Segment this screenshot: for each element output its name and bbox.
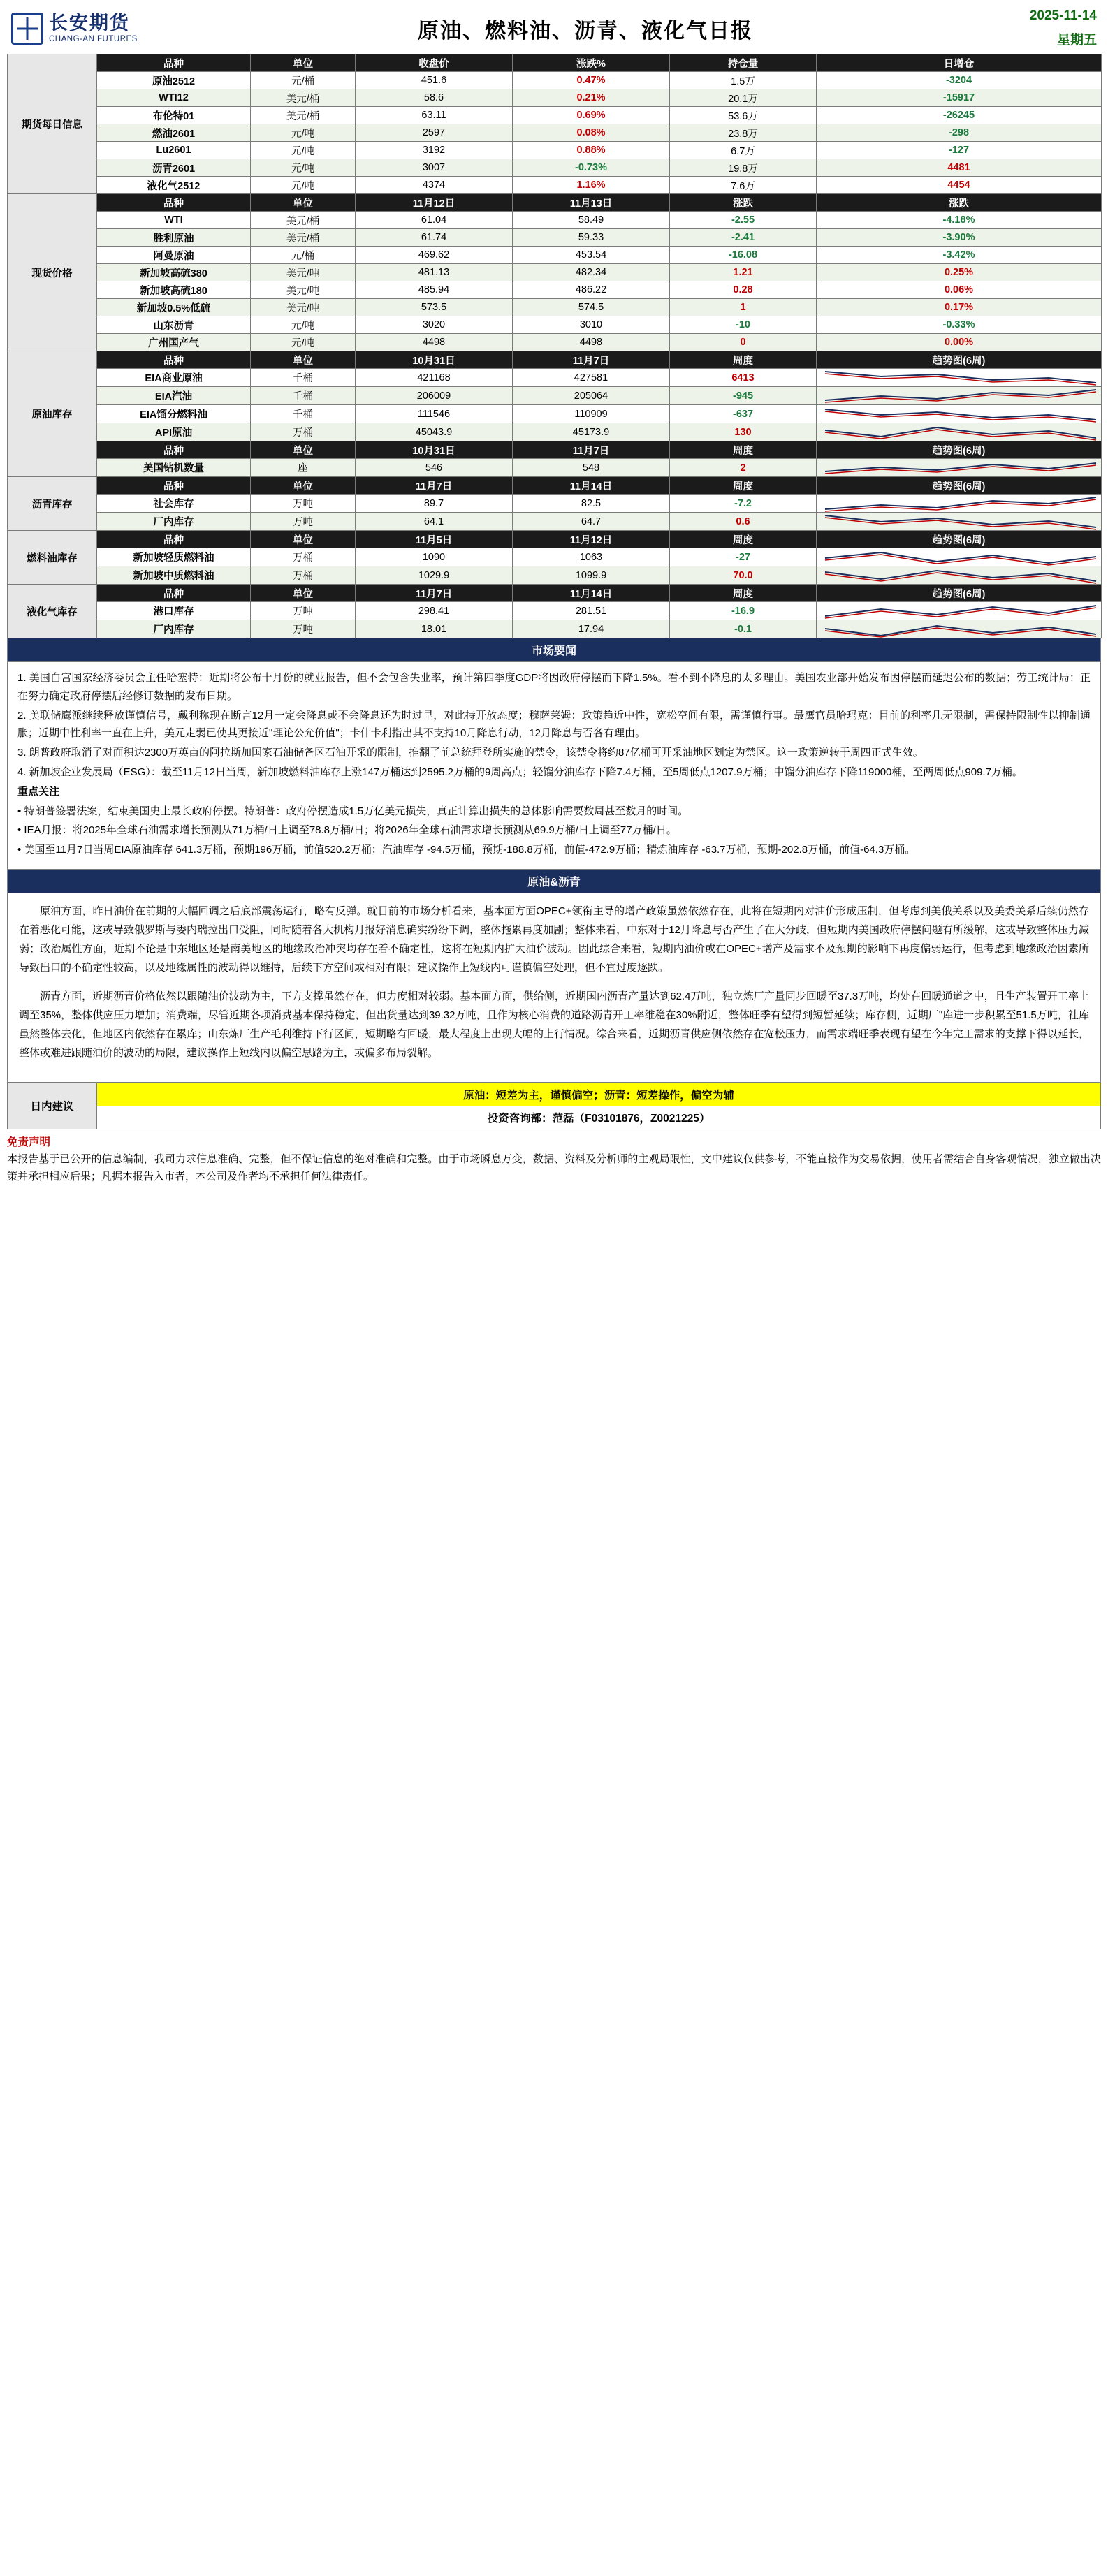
row-change: -2.55 [670, 212, 817, 229]
col-header: 单位 [251, 441, 356, 459]
row-price-2: 427581 [513, 369, 670, 387]
advice-table [7, 1083, 1101, 1129]
col-header: 趋势图(6周) [817, 585, 1102, 602]
col-header: 品种 [97, 194, 251, 212]
row-unit: 元/桶 [251, 247, 356, 264]
col-header: 11月7日 [513, 351, 670, 369]
row-unit: 元/吨 [251, 334, 356, 351]
col-header: 周度 [670, 531, 817, 548]
col-header: 周度 [670, 351, 817, 369]
row-unit: 座 [251, 459, 356, 477]
row-close: 58.6 [356, 89, 513, 107]
row-change-pct: 0.47% [513, 72, 670, 89]
row-open-interest: 20.1万 [670, 89, 817, 107]
row-unit: 美元/桶 [251, 107, 356, 124]
row-oi-change: -298 [817, 124, 1102, 142]
row-unit: 元/桶 [251, 72, 356, 89]
row-price-1: 421168 [356, 369, 513, 387]
row-price-2: 82.5 [513, 495, 670, 513]
row-price-1: 3020 [356, 316, 513, 334]
col-header: 品种 [97, 54, 251, 72]
col-header: 周度 [670, 585, 817, 602]
row-name: 港口库存 [97, 602, 251, 620]
row-name: 新加坡高硫180 [97, 281, 251, 299]
row-name: 液化气2512 [97, 177, 251, 194]
section-label-lpg-stock: 液化气库存 [8, 585, 97, 638]
row-price-2: 17.94 [513, 620, 670, 638]
row-unit: 万吨 [251, 602, 356, 620]
row-price-1: 1029.9 [356, 566, 513, 585]
row-name: WTI12 [97, 89, 251, 107]
row-name: 厂内库存 [97, 620, 251, 638]
table-row [8, 89, 1102, 107]
focus-item: • 特朗普签署法案，结束美国史上最长政府停摆。特朗普：政府停摆造成1.5万亿美元损失，真正计算出损失的总体影响需要数周甚至数月的时间。 [17, 805, 689, 817]
col-header: 11月14日 [513, 585, 670, 602]
row-price-1: 89.7 [356, 495, 513, 513]
table-row [8, 107, 1102, 124]
row-unit: 万桶 [251, 566, 356, 585]
row-price-1: 206009 [356, 387, 513, 405]
table-row [8, 142, 1102, 159]
table-row [8, 247, 1102, 264]
col-header: 11月12日 [513, 531, 670, 548]
sparkline-chart [817, 548, 1102, 566]
sparkline-chart [817, 405, 1102, 423]
row-open-interest: 6.7万 [670, 142, 817, 159]
col-header: 品种 [97, 585, 251, 602]
col-header: 涨跌 [670, 194, 817, 212]
row-price-2: 59.33 [513, 229, 670, 247]
row-open-interest: 23.8万 [670, 124, 817, 142]
row-price-2: 1063 [513, 548, 670, 566]
market-data-table [7, 54, 1102, 638]
row-change: 70.0 [670, 566, 817, 585]
row-change: 0.6 [670, 513, 817, 531]
row-price-1: 546 [356, 459, 513, 477]
sparkline-chart [817, 387, 1102, 405]
table-row [8, 264, 1102, 281]
row-open-interest: 7.6万 [670, 177, 817, 194]
row-change: -7.2 [670, 495, 817, 513]
row-change: -2.41 [670, 229, 817, 247]
news-content [7, 662, 1101, 870]
row-unit: 万吨 [251, 620, 356, 638]
table-header-row [8, 531, 1102, 548]
row-price-2: 1099.9 [513, 566, 670, 585]
row-change: 0.28 [670, 281, 817, 299]
row-unit: 美元/桶 [251, 89, 356, 107]
advice-consultant: 投资咨询部：范磊（F03101876，Z0021225） [97, 1106, 1101, 1129]
row-unit: 千桶 [251, 405, 356, 423]
table-row [8, 405, 1102, 423]
table-row [8, 387, 1102, 405]
row-name: 新加坡0.5%低硫 [97, 299, 251, 316]
col-header: 品种 [97, 477, 251, 495]
col-header: 品种 [97, 351, 251, 369]
row-name: 新加坡高硫380 [97, 264, 251, 281]
row-close: 4374 [356, 177, 513, 194]
focus-item: • 美国至11月7日当周EIA原油库存 641.3万桶，预期196万桶，前值520.2万桶；汽油库存 -94.5万桶，预期-188.8万桶，前值-472.9万桶；精炼油库存 -63.7万桶，预期-202.8万桶，前值-64.3万桶。 [17, 844, 916, 856]
row-unit: 千桶 [251, 369, 356, 387]
row-unit: 万桶 [251, 423, 356, 441]
row-unit: 万吨 [251, 495, 356, 513]
table-row [8, 602, 1102, 620]
sparkline-chart [817, 602, 1102, 620]
table-row [8, 281, 1102, 299]
news-item: 4. 新加坡企业发展局（ESG）：截至11月12日当周，新加坡燃料油库存上涨147万桶达到2595.2万桶的9周高点；轻馏分油库存下降7.4万桶，至5周低点1207.9万桶；中馏分油库存下降119000桶，至两周低点909.7万桶。 [17, 766, 1023, 778]
row-change: -16.9 [670, 602, 817, 620]
row-change-pct: -3.42% [817, 247, 1102, 264]
col-header: 周度 [670, 441, 817, 459]
disclaimer-title: 免责声明 [7, 1136, 51, 1148]
row-price-1: 111546 [356, 405, 513, 423]
table-row [8, 566, 1102, 585]
company-name-cn: 长安期货 [49, 13, 130, 34]
row-name: API原油 [97, 423, 251, 441]
row-change-pct: 0.69% [513, 107, 670, 124]
table-row [8, 495, 1102, 513]
row-price-1: 4498 [356, 334, 513, 351]
report-header [7, 6, 1101, 54]
table-row [8, 72, 1102, 89]
row-unit: 万吨 [251, 513, 356, 531]
analysis-content [7, 893, 1101, 1083]
row-price-2: 64.7 [513, 513, 670, 531]
table-header-row [8, 54, 1102, 72]
col-header: 收盘价 [356, 54, 513, 72]
row-unit: 元/吨 [251, 159, 356, 177]
row-change-pct: 1.16% [513, 177, 670, 194]
section-label-fuel-stock: 燃料油库存 [8, 531, 97, 585]
row-price-2: 205064 [513, 387, 670, 405]
sparkline-chart [817, 495, 1102, 513]
row-oi-change: 4481 [817, 159, 1102, 177]
row-name: EIA商业原油 [97, 369, 251, 387]
report-date-block [936, 8, 1097, 48]
report-date: 2025-11-14 [1029, 8, 1097, 23]
row-name: Lu2601 [97, 142, 251, 159]
table-row [8, 316, 1102, 334]
focus-item: • IEA月报：将2025年全球石油需求增长预测从71万桶/日上调至78.8万桶/日；将2026年全球石油需求增长预测从69.9万桶/日上调至77万桶/日。 [17, 824, 677, 837]
row-unit: 美元/吨 [251, 299, 356, 316]
col-header: 单位 [251, 194, 356, 212]
analysis-paragraph-asphalt: 沥青方面，近期沥青价格依然以跟随油价波动为主，下方支撑虽然存在，但力度相对较弱。基本面方面，供给侧，近期国内沥青产量达到62.4万吨，独立炼厂产量同步回暖至37.3万吨，均处在回暖通道之中，且生产装置开工率上调至35%，整体供应压力增加；消费端，尽管近期各项消费基本保持稳定，但出货量达到39.32万吨，且作为核心消费的道路沥青开工率维稳在30%附近，整体旺季有望得到短暂延续；库存侧，近期厂"库进一步积累至51.5万吨，社库虽然整体去化，但地区内依然存在累库；山东炼厂生产毛利维持下行区间，短期略有回暖，最大程度上出现大幅的上行情况。综合来看，近期沥青供应侧依然存在宽松压力，而需求端旺季表现有望在今年完工需求的支撑下得以延长，整体或难进跟随油价的波动的局限，建议操作上短线内以偏空思路为主，或偏多布局裂解。 [19, 990, 1089, 1059]
row-price-1: 61.04 [356, 212, 513, 229]
col-header: 单位 [251, 585, 356, 602]
sparkline-chart [817, 566, 1102, 585]
row-oi-change: -127 [817, 142, 1102, 159]
table-row [8, 513, 1102, 531]
company-logo [11, 13, 235, 45]
page-title: 原油、燃料油、沥青、液化气日报 [418, 19, 753, 43]
news-band-title: 市场要闻 [7, 638, 1101, 662]
row-price-2: 58.49 [513, 212, 670, 229]
row-change-pct: -3.90% [817, 229, 1102, 247]
row-change: 1.21 [670, 264, 817, 281]
news-item: 1. 美国白宫国家经济委员会主任哈塞特：近期将公布十月份的就业报告，但不会包含失业率，预计第四季度GDP将因政府停摆而下降1.5%。看不到不降息的太多理由。美国农业部开始发布因停摆而延迟公布的数据；劳工统计局：正在努力确定政府停摆后经修订数据的发布日期。 [17, 672, 1091, 702]
disclaimer-body: 本报告基于已公开的信息编制，我司力求信息准确、完整，但不保证信息的绝对准确和完整。由于市场瞬息万变，数据、资料及分析师的主观局限性，文中建议仅供参考，不能直接作为交易依据，使用者需结合自身客观情况，独立做出决策并承担相应后果；凡据本报告入市者，本公司及作者均不承担任何法律责任。 [7, 1152, 1101, 1183]
row-close: 3192 [356, 142, 513, 159]
advice-row [8, 1106, 1101, 1129]
col-header: 单位 [251, 351, 356, 369]
row-price-1: 469.62 [356, 247, 513, 264]
row-change-pct: -0.73% [513, 159, 670, 177]
table-row [8, 299, 1102, 316]
col-header: 11月7日 [356, 477, 513, 495]
company-name-en: CHANG-AN FUTURES [49, 34, 138, 43]
table-row [8, 459, 1102, 477]
col-header: 11月7日 [356, 585, 513, 602]
row-change: 2 [670, 459, 817, 477]
row-price-2: 453.54 [513, 247, 670, 264]
advice-row [8, 1083, 1101, 1106]
table-header-row [8, 477, 1102, 495]
section-label-futures: 期货每日信息 [8, 54, 97, 194]
row-open-interest: 19.8万 [670, 159, 817, 177]
table-row [8, 423, 1102, 441]
row-change: 0 [670, 334, 817, 351]
report-page [0, 0, 1108, 1193]
row-price-1: 485.94 [356, 281, 513, 299]
row-close: 3007 [356, 159, 513, 177]
row-price-1: 1090 [356, 548, 513, 566]
row-name: 社会库存 [97, 495, 251, 513]
row-change-pct: -4.18% [817, 212, 1102, 229]
row-unit: 美元/桶 [251, 212, 356, 229]
row-name: 广州国产气 [97, 334, 251, 351]
row-change-pct: -0.33% [817, 316, 1102, 334]
col-header: 单位 [251, 477, 356, 495]
col-header: 单位 [251, 531, 356, 548]
table-row [8, 212, 1102, 229]
row-unit: 万桶 [251, 548, 356, 566]
row-change: 1 [670, 299, 817, 316]
row-change: -10 [670, 316, 817, 334]
row-unit: 美元/桶 [251, 229, 356, 247]
col-header: 周度 [670, 477, 817, 495]
row-price-2: 110909 [513, 405, 670, 423]
row-change-pct: 0.21% [513, 89, 670, 107]
row-change: -637 [670, 405, 817, 423]
row-change: -945 [670, 387, 817, 405]
col-header: 趋势图(6周) [817, 477, 1102, 495]
sparkline-chart [817, 423, 1102, 441]
row-close: 451.6 [356, 72, 513, 89]
analysis-band-title: 原油&沥青 [7, 870, 1101, 893]
col-header: 涨跌 [817, 194, 1102, 212]
news-item: 3. 朗普政府取消了对面积达2300万英亩的阿拉斯加国家石油储备区石油开采的限制，推翻了前总统拜登所实施的禁令，该禁令将约87亿桶可开采油地区划定为禁区。这一政策逆转于周四正式生效。 [17, 747, 924, 759]
table-header-row [8, 194, 1102, 212]
row-name: 布伦特01 [97, 107, 251, 124]
section-label-asphalt-stock: 沥青库存 [8, 477, 97, 531]
news-item: 2. 美联储鹰派继续释放谨慎信号，戴利称现在断言12月一定会降息或不会降息还为时过早，对此持开放态度；穆萨莱姆：政策趋近中性，宽松空间有限，需谨慎行事。最鹰官员哈玛克：目前的利率几无限制，需保持限制性以抑制通胀；近期中性利率一直在上升，美元走弱已使其更接近"理论公允价值"；卡什卡利指出其不支持10月降息行动，12月降息与否各有理由。 [17, 709, 1091, 740]
table-row [8, 124, 1102, 142]
row-price-2: 486.22 [513, 281, 670, 299]
row-close: 2597 [356, 124, 513, 142]
row-unit: 元/吨 [251, 124, 356, 142]
row-price-1: 61.74 [356, 229, 513, 247]
row-name: EIA馏分燃料油 [97, 405, 251, 423]
row-name: 山东沥青 [97, 316, 251, 334]
row-change-pct: 0.25% [817, 264, 1102, 281]
table-row [8, 548, 1102, 566]
row-name: EIA汽油 [97, 387, 251, 405]
col-header: 日增仓 [817, 54, 1102, 72]
row-price-1: 18.01 [356, 620, 513, 638]
row-oi-change: 4454 [817, 177, 1102, 194]
col-header: 11月7日 [513, 441, 670, 459]
row-open-interest: 1.5万 [670, 72, 817, 89]
sparkline-chart [817, 513, 1102, 531]
col-header: 11月13日 [513, 194, 670, 212]
row-price-2: 548 [513, 459, 670, 477]
row-price-1: 64.1 [356, 513, 513, 531]
row-unit: 美元/吨 [251, 281, 356, 299]
sparkline-chart [817, 620, 1102, 638]
col-header: 品种 [97, 441, 251, 459]
advice-main-text: 原油：短差为主，谨慎偏空；沥青：短差操作，偏空为辅 [97, 1083, 1101, 1106]
row-change: -0.1 [670, 620, 817, 638]
row-open-interest: 53.6万 [670, 107, 817, 124]
row-unit: 元/吨 [251, 316, 356, 334]
table-row [8, 177, 1102, 194]
row-oi-change: -15917 [817, 89, 1102, 107]
table-row [8, 334, 1102, 351]
col-header: 10月31日 [356, 441, 513, 459]
col-header: 10月31日 [356, 351, 513, 369]
section-label-spot: 现货价格 [8, 194, 97, 351]
row-name: 燃油2601 [97, 124, 251, 142]
row-unit: 千桶 [251, 387, 356, 405]
row-change-pct: 0.06% [817, 281, 1102, 299]
row-change: 130 [670, 423, 817, 441]
col-header: 11月14日 [513, 477, 670, 495]
row-name: 美国钻机数量 [97, 459, 251, 477]
table-header-row [8, 351, 1102, 369]
row-name: 新加坡轻质燃料油 [97, 548, 251, 566]
logo-mark-icon [11, 13, 43, 45]
row-price-2: 574.5 [513, 299, 670, 316]
col-header: 11月5日 [356, 531, 513, 548]
row-unit: 美元/吨 [251, 264, 356, 281]
row-price-2: 45173.9 [513, 423, 670, 441]
row-price-1: 481.13 [356, 264, 513, 281]
row-name: 厂内库存 [97, 513, 251, 531]
row-name: 沥青2601 [97, 159, 251, 177]
row-price-2: 4498 [513, 334, 670, 351]
row-price-1: 298.41 [356, 602, 513, 620]
table-row [8, 620, 1102, 638]
table-row [8, 159, 1102, 177]
focus-title: 重点关注 [17, 785, 60, 798]
section-label-crude-stock: 原油库存 [8, 351, 97, 477]
row-change-pct: 0.88% [513, 142, 670, 159]
row-change: 6413 [670, 369, 817, 387]
col-header: 趋势图(6周) [817, 531, 1102, 548]
table-row [8, 369, 1102, 387]
col-header: 趋势图(6周) [817, 351, 1102, 369]
col-header: 趋势图(6周) [817, 441, 1102, 459]
col-header: 持仓量 [670, 54, 817, 72]
row-unit: 元/吨 [251, 142, 356, 159]
row-change: -16.08 [670, 247, 817, 264]
row-name: WTI [97, 212, 251, 229]
row-price-1: 45043.9 [356, 423, 513, 441]
table-header-row [8, 441, 1102, 459]
row-change-pct: 0.08% [513, 124, 670, 142]
row-close: 63.11 [356, 107, 513, 124]
report-weekday: 星期五 [1056, 33, 1097, 47]
row-price-2: 482.34 [513, 264, 670, 281]
col-header: 单位 [251, 54, 356, 72]
row-change: -27 [670, 548, 817, 566]
advice-label: 日内建议 [8, 1083, 97, 1129]
table-row [8, 229, 1102, 247]
sparkline-chart [817, 369, 1102, 387]
row-price-2: 3010 [513, 316, 670, 334]
col-header: 涨跌% [513, 54, 670, 72]
row-oi-change: -3204 [817, 72, 1102, 89]
row-price-1: 573.5 [356, 299, 513, 316]
col-header: 11月12日 [356, 194, 513, 212]
col-header: 品种 [97, 531, 251, 548]
row-name: 新加坡中质燃料油 [97, 566, 251, 585]
table-header-row [8, 585, 1102, 602]
row-change-pct: 0.17% [817, 299, 1102, 316]
row-change-pct: 0.00% [817, 334, 1102, 351]
row-price-2: 281.51 [513, 602, 670, 620]
row-name: 阿曼原油 [97, 247, 251, 264]
row-name: 原油2512 [97, 72, 251, 89]
sparkline-chart [817, 459, 1102, 477]
row-oi-change: -26245 [817, 107, 1102, 124]
analysis-paragraph-crude: 原油方面，昨日油价在前期的大幅回调之后底部震荡运行，略有反弹。就目前的市场分析看来，基本面方面OPEC+领衔主导的增产政策虽然依然存在，此将在短期内对油价形成压制，但考虑到美俄关系以及美委关系后续仍然存在着恶化可能，这或导致俄罗斯与委内瑞拉出口受阻，同时随着各大机构月报好消息确实纷纷下调，整体拖累再度加剧；整体来看，中东对于12月降息与否产生了在大分歧，但短期内美国政府停摆问题有所缓解，这或导致整体压力减弱；政治属性方面，近期不论是中东地区还是南美地区的地缘政治冲突均存在着不确定性，这将在短期内扩大油价波动。因此综合来看，短期内油价或在OPEC+增产及需求不及预期的影响下再度偏弱运行，但考虑到地缘政治因素所导致出口的不确定性较高，以及地缘属性的波动得以维持，后续下方空间或相对有限；建议操作上短线内可谨慎偏空处理，但不宜过度逐跌。 [19, 905, 1089, 974]
row-name: 胜利原油 [97, 229, 251, 247]
row-unit: 元/吨 [251, 177, 356, 194]
